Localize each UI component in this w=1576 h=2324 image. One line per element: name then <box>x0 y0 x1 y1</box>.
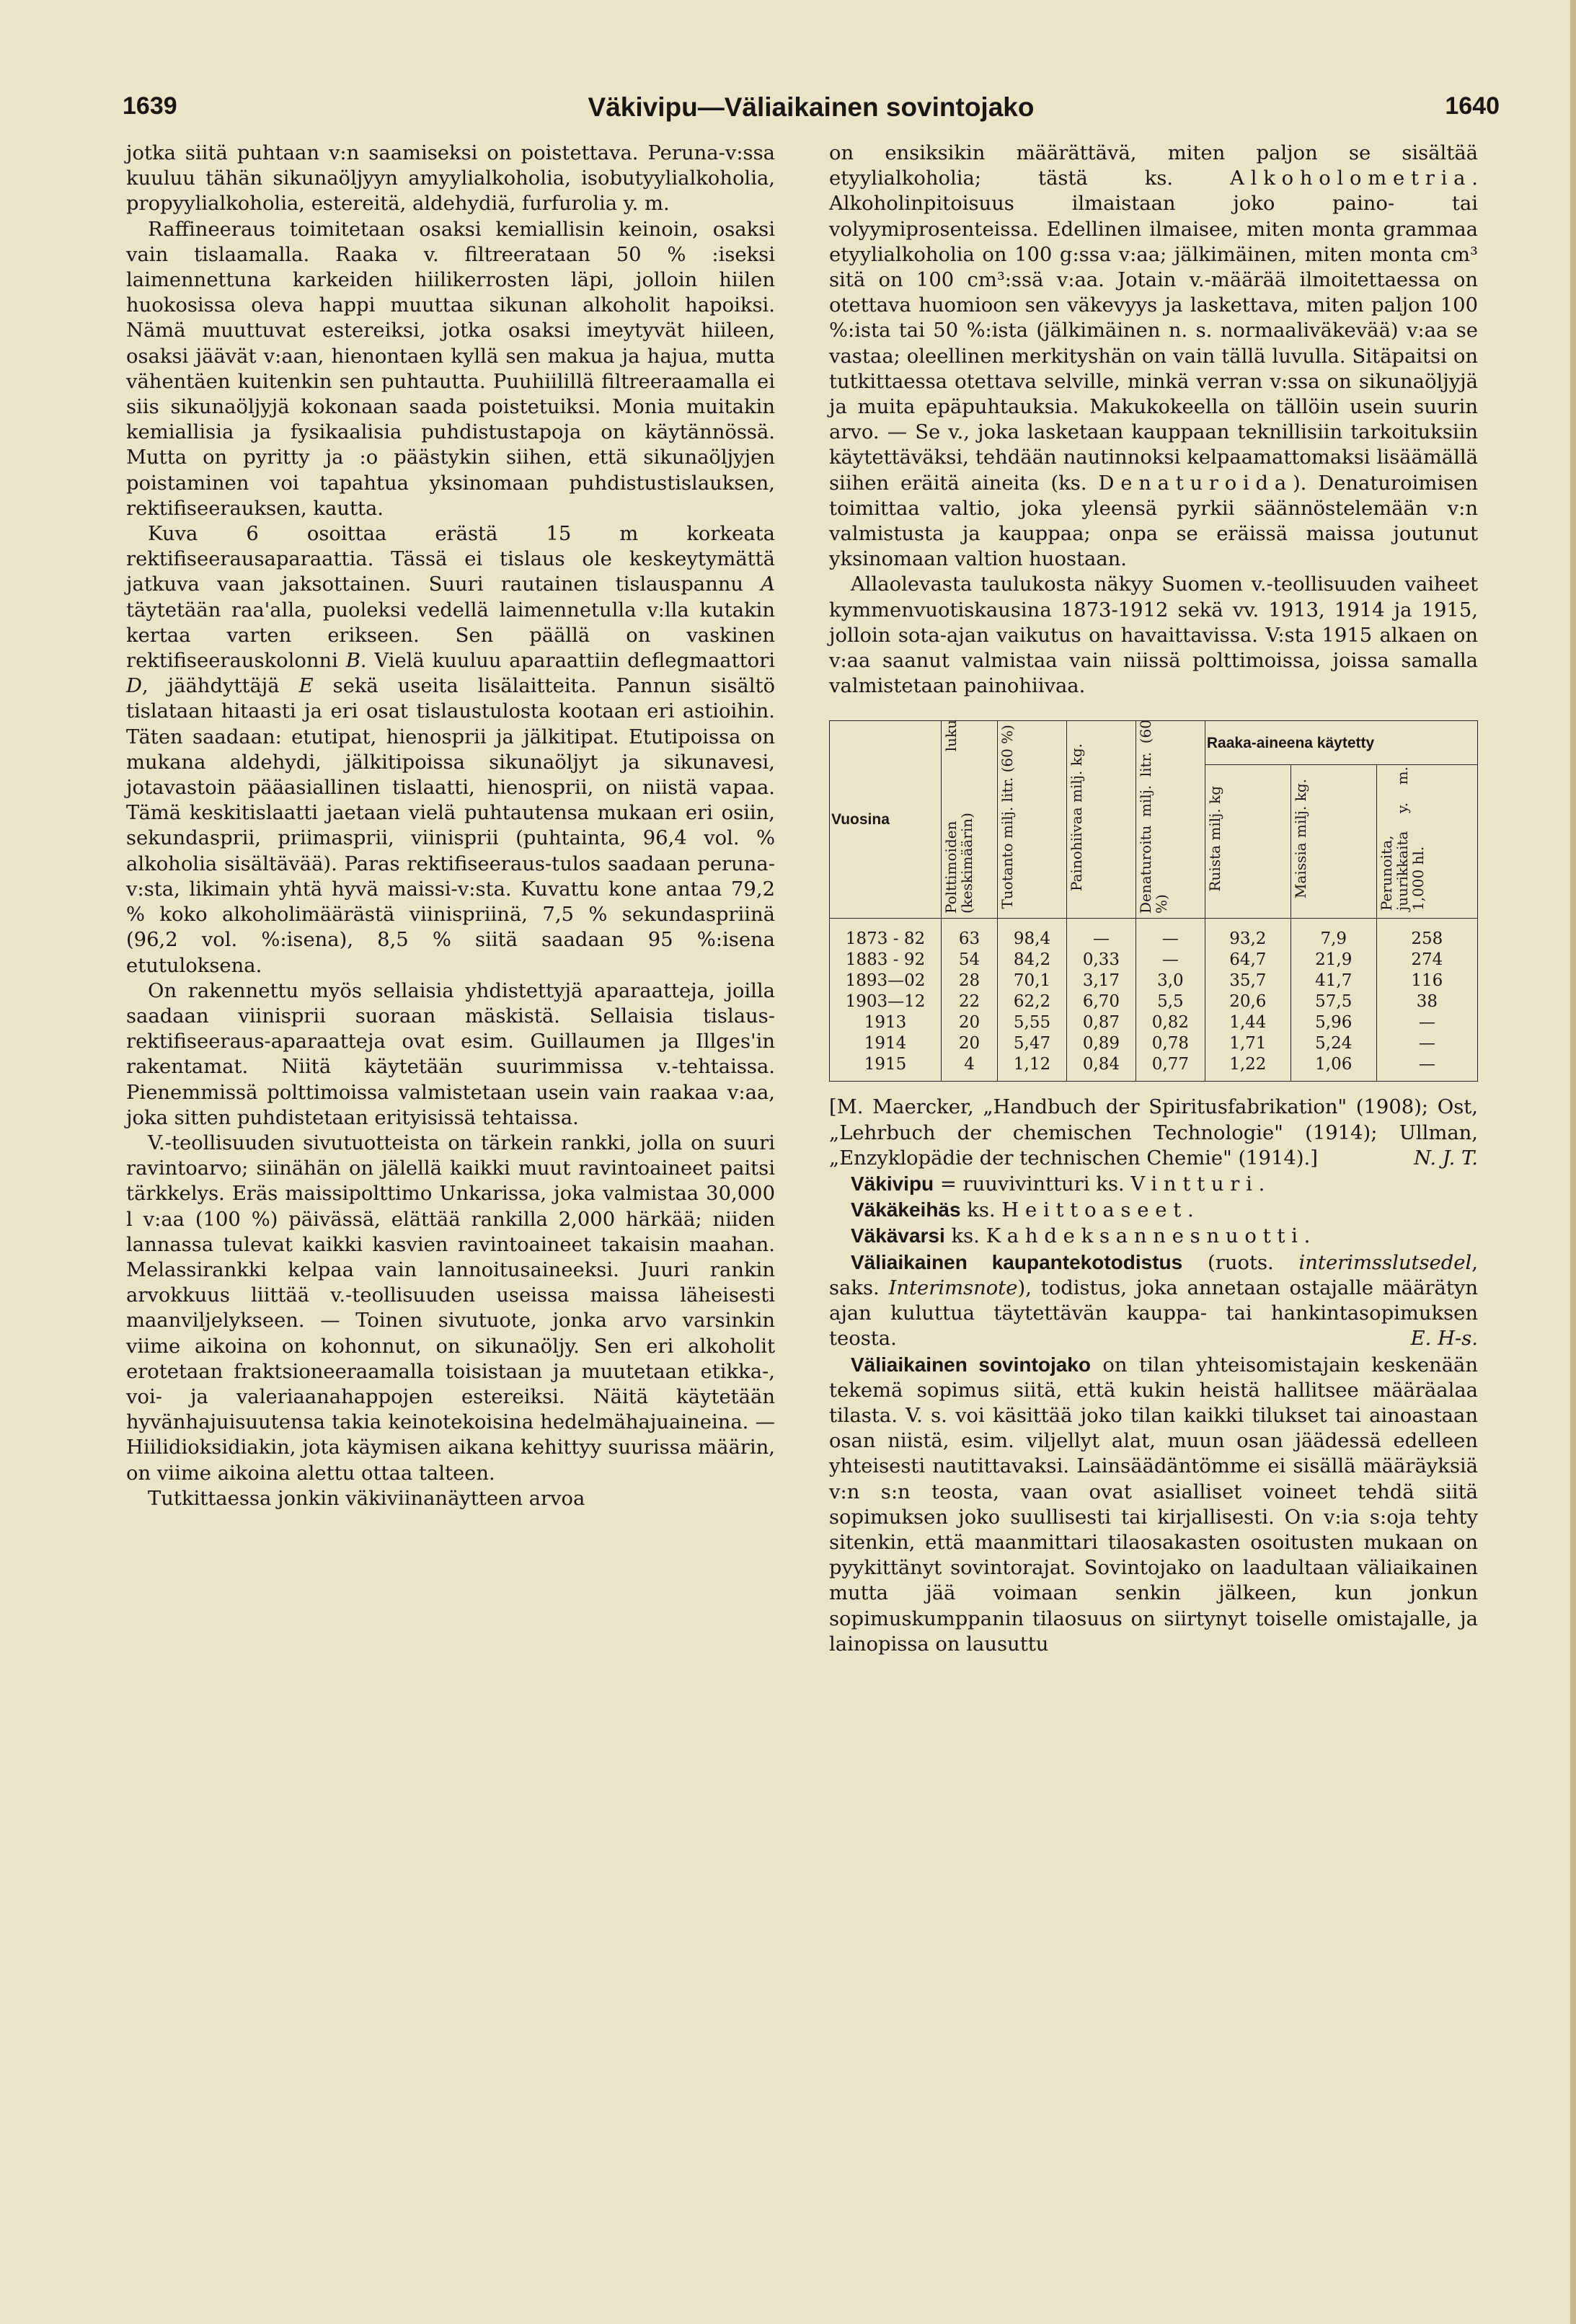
table-cell: 41,7 <box>1291 971 1376 991</box>
table-cell: — <box>1376 1054 1477 1082</box>
table-cell: — <box>1135 950 1205 971</box>
table-cell: 1,12 <box>998 1054 1067 1082</box>
table-cell: 0,78 <box>1135 1033 1205 1054</box>
table-cell: 62,2 <box>998 991 1067 1012</box>
dictionary-entry: Väkivipu = ruuvivintturi ks. Vintturi. <box>851 1172 1265 1196</box>
table-row <box>830 991 1478 1012</box>
table-cell: 0,84 <box>1067 1054 1136 1082</box>
paragraph: Kuva 6 osoittaa erästä 15 m korkeata rektifiseerausaparaattia. Tässä ei tislaus ole keskeytymättä jatkuva vaan jaksottainen. Suuri rautainen tislauspannu A täytetään raa'alla, puoleksi vedellä laimennetulla v:lla kutakin kertaa varten erikseen. Sen päällä on vaskinen rektifiseerauskolonni B. Vielä kuuluu aparaattiin deflegmaattori D, jäähdyttäjä E sekä useita lisälaitteita. Pannun sisältö tislataan hitaasti ja eri osat tislaustulosta kootaan eri astioihin. Täten saadaan: etutipat, hienosprii ja jälkitipat. Etutipoissa on mukana aldehydi, jälkitipoissa sikunaöljyt ja sikunavesi, jotavastoin pääasiallinen tislaatti, hienosprii, on niistä vapaa. Tämä keskitislaatti jaetaan vielä puhtautensa mukaan eri osiin, sekundasprii, priimasprii, viinisprii (puhtainta, 96,4 vol. % alkoholia sisältävää). Paras rektifiseeraus-tulos saadaan peruna-v:sta, likimain yhtä hyvä maissi-v:sta. Kuvattu kone antaa 79,2 % koko alkoholimäärästä viinispriinä, 7,5 % sekundaspriinä (96,2 vol. %:isena), 8,5 % siitä saadaan 95 %:isena etutuloksena. <box>126 523 775 977</box>
table-cell: 3,17 <box>1067 971 1136 991</box>
table-body <box>830 919 1478 1082</box>
table-cell: 0,33 <box>1067 950 1136 971</box>
page-number-left: 1639 <box>123 92 177 120</box>
table-cell: 1914 <box>830 1033 942 1054</box>
column-header-production: Tuotanto milj. litr. (60 %) <box>998 721 1067 919</box>
table-row <box>830 950 1478 971</box>
table-cell: 20,6 <box>1205 991 1291 1012</box>
column-header-yeast: Painohiivaa milj. kg. <box>1067 721 1136 919</box>
paragraph: Tutkittaessa jonkin väkiviinanäytteen arvoa <box>148 1487 585 1510</box>
author-signature: E. H-s. <box>1410 1327 1478 1351</box>
table-cell: 21,9 <box>1291 950 1376 971</box>
page-header <box>123 92 1500 128</box>
column-group-raw-materials: Raaka-aineena käytetty <box>1205 721 1477 765</box>
table-cell: 274 <box>1376 950 1477 971</box>
table-row <box>830 919 1478 950</box>
table-cell: 98,4 <box>998 919 1067 950</box>
cross-reference: Kahdeksannesnuotti <box>986 1225 1304 1248</box>
table-cell: 1883 - 92 <box>830 950 942 971</box>
table-cell: 20 <box>942 1033 998 1054</box>
table-cell: 1913 <box>830 1012 942 1033</box>
table-cell: 5,55 <box>998 1012 1067 1033</box>
table-cell: 93,2 <box>1205 919 1291 950</box>
dictionary-entry: Väkäkeihäs ks. Heittoaseet. <box>851 1198 1194 1222</box>
table-cell: 5,5 <box>1135 991 1205 1012</box>
table-cell: 1903—12 <box>830 991 942 1012</box>
column-header-distilleries: Polttimoiden luku (keskimäärin) <box>942 721 998 919</box>
table-cell: 1873 - 82 <box>830 919 942 950</box>
table-cell: 0,77 <box>1135 1054 1205 1082</box>
dictionary-entry: Väkävarsi ks. Kahdeksannesnuotti. <box>851 1224 1311 1248</box>
table-cell: — <box>1376 1033 1477 1054</box>
author-signature: N. J. T. <box>1414 1146 1478 1170</box>
paragraph: On rakennettu myös sellaisia yhdistettyjä aparaatteja, joilla saadaan viinisprii suoraan mäskistä. Sellaisia tislaus-rektifiseeraus-aparaatteja ovat esim. Guillaumen ja Illges'in rakentamat. Niitä käytetään suurimmissa v.-tehtaissa. Pienemmissä polttimoissa valmistetaan usein vain raakaa v:aa, joka sitten puhdistetaan erityisissä tehtaissa. <box>126 979 775 1129</box>
entry-headword: Väliaikainen kaupantekotodistus <box>851 1250 1183 1273</box>
table-cell: 1,44 <box>1205 1012 1291 1033</box>
cross-reference: Denaturoida <box>1098 472 1293 495</box>
column-header-maize: Maissia milj. kg. <box>1291 765 1376 919</box>
cross-reference: Vintturi <box>1130 1173 1259 1196</box>
table-cell: 4 <box>942 1054 998 1082</box>
column-header-year: Vuosina <box>830 721 942 919</box>
cross-reference: Alkoholometria <box>1230 167 1472 190</box>
table-cell: 20 <box>942 1012 998 1033</box>
paragraph: Allaolevasta taulukosta näkyy Suomen v.-teollisuuden vaiheet kymmenvuotiskausina 1873-1912 sekä vv. 1913, 1914 ja 1915, jolloin sota-ajan vaikutus on havaittavissa. V:sta 1915 alkaen on v:aa saanut valmistaa vain niissä polttimoissa, joissa samalla valmistetaan painohiivaa. <box>829 573 1478 698</box>
table-row <box>830 971 1478 991</box>
table-cell: 54 <box>942 950 998 971</box>
entry-headword: Väkävarsi <box>851 1224 945 1247</box>
page-edge <box>1570 0 1576 2324</box>
entry-headword: Väliaikainen sovintojako <box>851 1353 1091 1376</box>
table-cell: 1915 <box>830 1054 942 1082</box>
table-cell: 7,9 <box>1291 919 1376 950</box>
table-cell: 5,24 <box>1291 1033 1376 1054</box>
left-column <box>126 141 775 1511</box>
table-cell: 28 <box>942 971 998 991</box>
paragraph: jotka siitä puhtaan v:n saamiseksi on poistettava. Peruna-v:ssa kuuluu tähän sikunaöljyyn amyylialkoholia, isobutyylialkoholia, propyylialkoholia, estereitä, aldehydiä, furfurolia y. m. <box>126 142 775 216</box>
table-cell: 0,87 <box>1067 1012 1136 1033</box>
table-cell: 64,7 <box>1205 950 1291 971</box>
table-cell: 22 <box>942 991 998 1012</box>
table-cell: 63 <box>942 919 998 950</box>
table-row <box>830 1054 1478 1082</box>
table-cell: 0,82 <box>1135 1012 1205 1033</box>
cross-reference: Heittoaseet <box>1001 1199 1187 1222</box>
paragraph: Raffineeraus toimitetaan osaksi kemiallisin keinoin, osaksi vain tislaamalla. Raaka v. filtreerataan 50 % :iseksi laimennettuna karkeiden hiilikerrosten läpi, jolloin hiilen huokosissa oleva happi muuttaa sikunan alkoholit hapoiksi. Nämä muuttuvat estereiksi, jotka osaksi imeytyvät hiileen, osaksi jäävät v:aan, hienontaen kyllä sen makua ja hajua, mutta vähentäen kuitenkin sen puhtautta. Puuhiilillä filtreeraamalla ei siis sikunaöljyjä kokonaan saada poistetuiksi. Monia muitakin kemiallisia ja fysikaalisia puhdistustapoja on käytännössä. Mutta on pyritty ja :o päästykin siihen, että sikunaöljyjen poistaminen voi tapahtua yksinomaan puhdistustislauksen, rektifiseerauksen, kautta. <box>126 218 775 520</box>
table-cell: 57,5 <box>1291 991 1376 1012</box>
table-cell: 258 <box>1376 919 1477 950</box>
dictionary-entry: Väliaikainen kaupantekotodistus (ruots. interimsslutsedel, saks. Interimsnote), todistus, joka annetaan ostajalle määrätyn ajan kuluttua täytettävän kauppa- tai hankintasopimuksen teosta. E. H-s. <box>829 1250 1478 1352</box>
table-cell: 35,7 <box>1205 971 1291 991</box>
table-cell: — <box>1067 919 1136 950</box>
table-cell: 1893—02 <box>830 971 942 991</box>
table-cell: 38 <box>1376 991 1477 1012</box>
column-header-potatoes: Perunoita, juurikkaita y. m. 1,000 hl. <box>1376 765 1477 919</box>
table-cell: 116 <box>1376 971 1477 991</box>
table-cell: 5,47 <box>998 1033 1067 1054</box>
right-column <box>829 141 1478 1657</box>
table-cell: — <box>1376 1012 1477 1033</box>
distillery-statistics-table <box>829 720 1478 1082</box>
table-row <box>830 1033 1478 1054</box>
table-cell: 1,06 <box>1291 1054 1376 1082</box>
table-cell: 70,1 <box>998 971 1067 991</box>
paragraph: V.-teollisuuden sivutuotteista on tärkein rankki, jolla on suuri ravintoarvo; siinähän on jälellä kaikki muut ravintoaineet paitsi tärkkelys. Eräs maissipolttimo Unkarissa, joka valmistaa 30,000 l v:aa (100 %) päivässä, elättää rankilla 2,000 härkää; niiden lannassa tulevat kaikki kasvien ravintoaineet takaisin maahan. Melassirankki kelpaa vain lannoitusaineeksi. Juuri rankin arvokkuus liittää v.-teollisuuden useissa maissa läheisesti maanviljelykseen. — Toinen sivutuote, jonka arvo varsinkin viime aikoina on kohonnut, on sikunaöljy. Sen eri alkoholit erotetaan fraktsioneeraamalla toisistaan ja muutetaan etikka-, voi- ja valeriaanahappojen estereiksi. Näitä käytetään hyvänhajuisuutensa takia keinotekoisina hedelmähajuaineina. — Hiilidioksidiakin, jota käymisen aikana kehittyy suurissa määrin, on viime aikoina alettu ottaa talteen. <box>126 1131 775 1485</box>
table-cell: — <box>1135 919 1205 950</box>
running-title: Väkivipu—Väliaikainen sovintojako <box>588 92 1035 122</box>
table-cell: 3,0 <box>1135 971 1205 991</box>
table-cell: 6,70 <box>1067 991 1136 1012</box>
table-cell: 1,71 <box>1205 1033 1291 1054</box>
paragraph: on ensiksikin määrättävä, miten paljon se sisältää etyylialkoholia; tästä ks. Alkoholometria. Alkoholinpitoisuus ilmaistaan joko paino- tai volyymiprosenteissa. Edellinen ilmaisee, miten monta grammaa etyylialkoholia on 100 g:ssa v:aa; jälkimäinen, miten monta cm³ sitä on 100 cm³:ssä v:aa. Jotain v.-määrää ilmoitettaessa on otettava huomioon sen väkevyys ja laskettava, miten paljon 100 %:ista tai 50 %:ista (jälkimäinen n. s. normaaliväkevää) v:aa se vastaa; oleellinen merkityshän on vain tällä luvulla. Sitäpaitsi on tutkittaessa otettava selville, minkä verran v:ssa on sikunaöljyjä ja muita epäpuhtauksia. Makukokeella on tällöin usein suurin arvo. — Se v., joka lasketaan kauppaan teknillisiin tarkoituksiin käytettäväksi, tehdään nautinnoksi kelpaamattomaksi lisäämällä siihen eräitä aineita (ks. Denaturoida). Denaturoimisen toimittaa valtio, joka yleensä pyrkii säännöstelemään v:n valmistusta ja kauppaa; onpa se eräissä maissa joutunut yksinomaan valtion huostaan. <box>829 142 1479 571</box>
table-row <box>830 1012 1478 1033</box>
table-cell: 1,22 <box>1205 1054 1291 1082</box>
table-cell: 5,96 <box>1291 1012 1376 1033</box>
column-header-denatured: Denaturoitu milj. litr. (60 %) <box>1135 721 1205 919</box>
table-cell: 0,89 <box>1067 1033 1136 1054</box>
entry-headword: Väkivipu <box>851 1172 934 1196</box>
dictionary-entry: Väliaikainen sovintojako on tilan yhteisomistajain keskenään tekemä sopimus siitä, että kukin heistä hallitsee määräalaa tilasta. V. s. voi käsittää joko tilan kaikki tilukset tai ainoastaan osan niistä, esim. viljellyt alat, muun osan jäädessä edelleen yhteisesti nautittavaksi. Lainsäädäntömme ei sisällä määräyksiä v:n s:n teosta, vaan ovat asialliset voineet tehdä siitä sopimuksen joko suullisesti tai kirjallisesti. On v:ia s:oja tehty sitenkin, että maanmittari tilaosakasten osoitusten mukaan on pyykittänyt sovintorajat. Sovintojako on laadultaan väliaikainen mutta jää voimaan senkin jälkeen, kun jonkun sopimuskumppanin tilaosuus on siirtynyt toiselle omistajalle, ja lainopissa on lausuttu <box>829 1353 1478 1656</box>
references: [M. Maercker, „Handbuch der Spiritusfabrikation" (1908); Ost, „Lehrbuch der chemischen Technologie" (1914); Ullman, „Enzyklopädie der technischen Chemie" (1914).] N. J. T. <box>829 1095 1478 1171</box>
table-cell: 84,2 <box>998 950 1067 971</box>
entry-headword: Väkäkeihäs <box>851 1198 961 1221</box>
column-header-rye: Ruista milj. kg <box>1205 765 1291 919</box>
page-number-right: 1640 <box>1445 92 1500 120</box>
